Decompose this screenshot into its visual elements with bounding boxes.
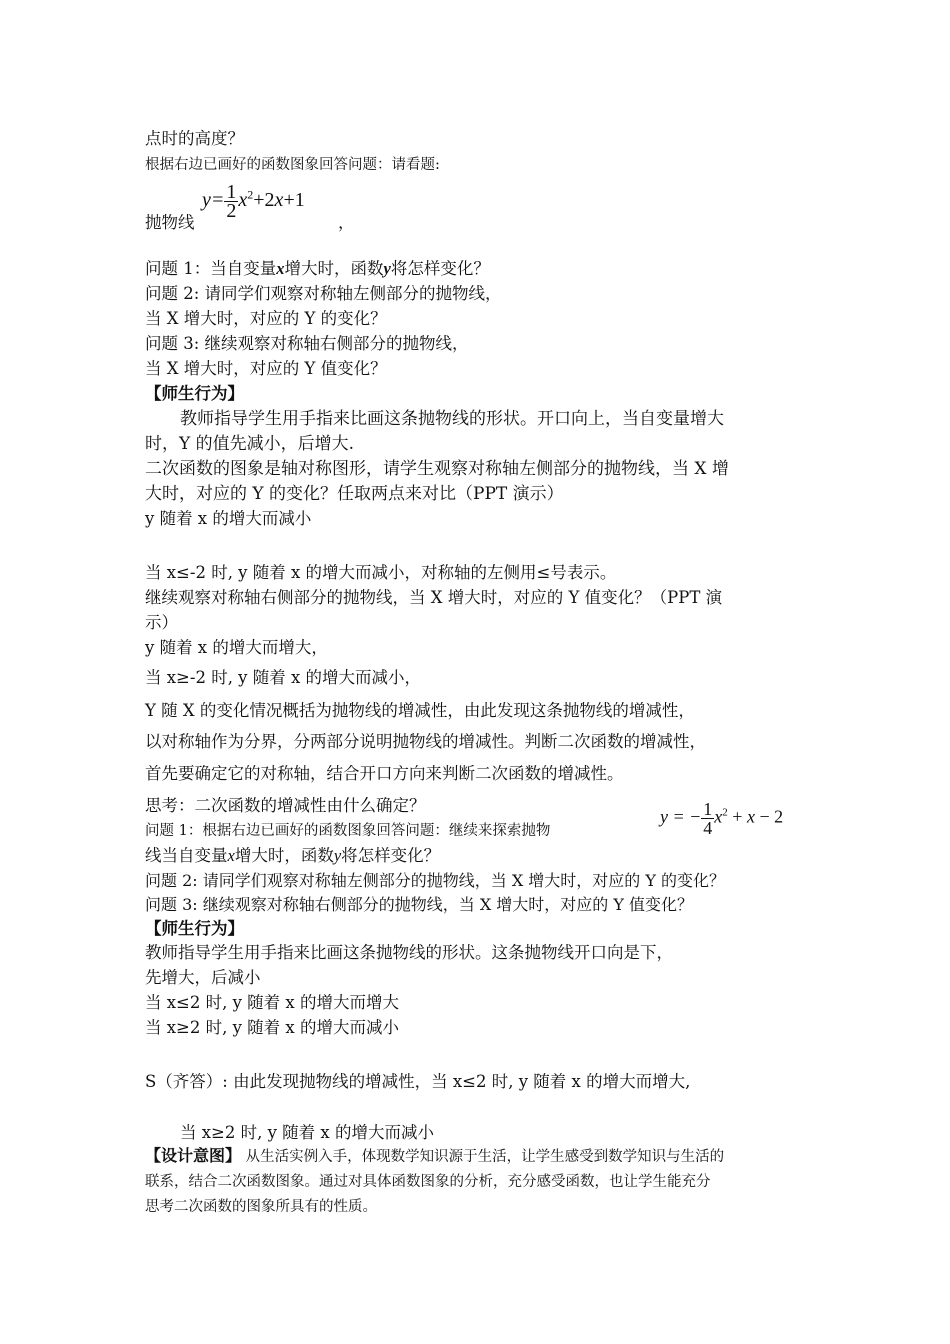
var-y: y	[383, 259, 391, 278]
text-line: 联系，结合二次函数图象。通过对具体函数图象的分析，充分感受函数，也让学生能充分	[145, 1174, 711, 1190]
eq-var: x	[238, 189, 248, 212]
var-x: x	[227, 846, 235, 865]
equation-parabola-2	[660, 800, 783, 837]
text-line	[145, 212, 195, 234]
var-y: y	[333, 846, 342, 865]
text-span: 增大时，函数	[234, 846, 334, 865]
eq-denominator: 4	[703, 818, 713, 838]
eq-exponent: 2	[722, 806, 728, 819]
text-line: 当 x≥-2 时, y 随着 x 的增大而减小，	[145, 668, 422, 687]
text-line: 示）	[145, 613, 178, 632]
text-line: 教师指导学生用手指来比画这条抛物线的形状。这条抛物线开口向是下，	[145, 943, 673, 962]
eq-numerator: 1	[703, 799, 713, 819]
eq-term: +1	[283, 189, 305, 212]
text-line: 先增大，后减小	[145, 968, 261, 987]
text-line: S（齐答）: 由此发现抛物线的增减性，当 x≤2 时, y 随着 x 的增大而增大,	[145, 1072, 691, 1091]
text-line: 问题 2: 请同学们观察对称轴左侧部分的抛物线，	[145, 284, 502, 303]
eq-term: − 2	[754, 806, 784, 827]
text-line: 当 x≤2 时, y 随着 x 的增大而增大	[145, 993, 399, 1012]
text-line: 教师指导学生用手指来比画这条抛物线的形状。开口向上，当自变量增大	[180, 409, 724, 429]
text-line: 点时的高度？	[145, 129, 244, 148]
equation-parabola-1	[202, 183, 305, 220]
eq-fraction	[701, 800, 714, 837]
text-span: 将怎样变化？	[390, 259, 490, 278]
section-heading: 【师生行为】	[145, 919, 244, 938]
text-line: 首先要确定它的对称轴，结合开口方向来判断二次函数的增减性。	[145, 764, 624, 783]
text-line: 当 X 增大时，对应的 Y 的变化？	[145, 309, 387, 328]
text-span: 问题 1：当自变量	[145, 259, 277, 278]
text-line: 思考二次函数的图象所具有的性质。	[145, 1199, 377, 1215]
comma: ，	[338, 213, 355, 232]
text-line: 时，Y 的值先减小，后增大.	[145, 434, 355, 454]
question-1b	[145, 845, 440, 867]
text-line: 根据右边已画好的函数图象回答问题：请看题:	[145, 157, 440, 173]
text-span: 将怎样变化？	[341, 846, 441, 865]
eq-lhs: y = −	[660, 806, 702, 827]
text-line: 当 x≤-2 时, y 随着 x 的增大而减小，对称轴的左侧用≤号表示。	[145, 563, 617, 582]
text-line: 问题 3: 继续观察对称轴右侧部分的抛物线，	[145, 334, 469, 353]
text-line: 二次函数的图象是轴对称图形，请学生观察对称轴左侧部分的抛物线，当 X 增	[145, 459, 729, 479]
text-line: y 随着 x 的增大而增大，	[145, 638, 328, 657]
var-x: x	[276, 259, 285, 278]
eq-denominator: 2	[226, 200, 237, 222]
text-line: Y 随 X 的变化情况概括为抛物线的增减性，由此发现这条抛物线的增减性，	[145, 701, 695, 720]
eq-exponent: 2	[247, 187, 254, 202]
eq-term: +	[727, 806, 747, 827]
text-line: 问题 2: 请同学们观察对称轴左侧部分的抛物线，当 X 增大时，对应的 Y 的变化？	[145, 871, 726, 890]
eq-term: +2	[253, 189, 275, 212]
eq-var: x	[714, 806, 723, 827]
text-line: 当 x≥2 时, y 随着 x 的增大而减小	[180, 1123, 434, 1142]
text-span: 增大时，函数	[284, 259, 384, 278]
text-line: 当 x≥2 时, y 随着 x 的增大而减小	[145, 1018, 399, 1037]
design-intent	[145, 1145, 724, 1168]
text-span: 线当自变量	[145, 846, 228, 865]
question-1	[145, 258, 490, 280]
section-heading: 【设计意图】	[145, 1146, 242, 1165]
text-line: 思考：二次函数的增减性由什么确定？	[145, 796, 426, 815]
text-line: 以对称轴作为分界，分两部分说明抛物线的增减性。判断二次函数的增减性，	[145, 732, 706, 751]
text-line: 问题 3: 继续观察对称轴右侧部分的抛物线，当 X 增大时，对应的 Y 值变化？	[145, 895, 694, 914]
eq-lhs: y=	[202, 189, 225, 212]
eq-var: x	[746, 806, 755, 827]
text-line: 大时，对应的 Y 的变化？任取两点来对比（PPT 演示）	[145, 484, 564, 504]
parabola-label: 抛物线	[145, 213, 195, 232]
text-span: 从生活实例入手，体现数学知识源于生活，让学生感受到数学知识与生活的	[241, 1149, 725, 1165]
eq-fraction	[224, 183, 238, 220]
text-line: 继续观察对称轴右侧部分的抛物线，当 X 增大时，对应的 Y 值变化？（PPT 演	[145, 588, 723, 607]
eq-numerator: 1	[226, 181, 237, 203]
text-line: 问题 1：根据右边已画好的函数图象回答问题：继续来探索抛物	[145, 823, 551, 839]
section-heading: 【师生行为】	[145, 384, 244, 403]
eq-var: x	[274, 189, 284, 212]
text-line: 当 X 增大时，对应的 Y 值变化？	[145, 359, 387, 378]
text-line: y 随着 x 的增大而减小	[145, 509, 312, 528]
